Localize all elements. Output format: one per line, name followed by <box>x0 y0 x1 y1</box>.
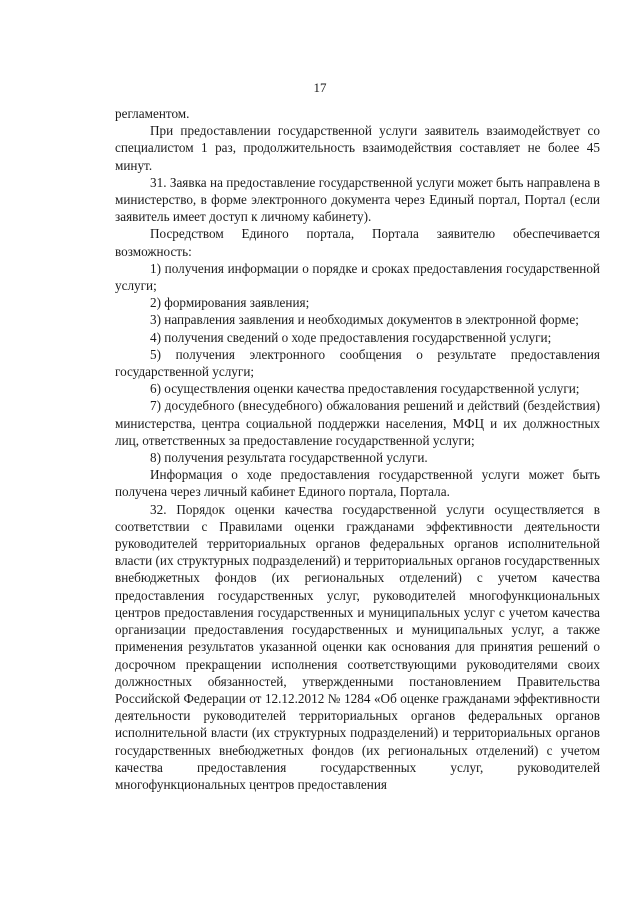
list-item: 6) осуществления оценки качества предоставления государственной услуги; <box>150 381 580 397</box>
list-item: 1) получения информации о порядке и сроках предоставления государственной услуги; <box>115 260 600 294</box>
paragraph: Информация о ходе предоставления государственной услуги может быть получена через личный кабинет Единого портала, Портала. <box>115 467 600 500</box>
paragraph: При предоставлении государственной услуги заявитель взаимодействует со специалистом 1 раз, продолжительность взаимодействия составляет не более 45 минут. <box>115 123 600 173</box>
paragraph: Посредством Единого портала, Портала заявителю обеспечивается возможность: <box>115 226 600 259</box>
page-number: 17 <box>313 80 327 95</box>
list-item: 2) формирования заявления; <box>150 295 310 311</box>
list-item: 3) направления заявления и необходимых документов в электронной форме; <box>150 312 579 328</box>
paragraph: 32. Порядок оценки качества государственной услуги осуществляется в соответствии с Правилами оценки гражданами эффективности деятельности руководителей территориальных органов федеральных органов исполнительной власти (их структурных подразделений) и территориальных органов государственных внебюджетных фондов (их региональных отделений) с учетом качества предоставления государственных услуг, руководителей многофункциональных центров предоставления государственных и муниципальных услуг с учетом качества организации предоставления государственных и муниципальных услуг, а также применения результатов указанной оценки как основания для принятия решений о досрочном прекращении исполнения соответствующими руководителями своих должностных обязанностей, утвержденными постановлением Правительства Российской Федерации от 12.12.2012 № 1284 «Об оценке гражданами эффективности деятельности руководителей территориальных органов федеральных органов исполнительной власти (их структурных подразделений) и территориальных органов государственных внебюджетных фондов (их региональных отделений) с учетом качества предоставления государственных услуг, руководителей многофункциональных центров предоставления <box>115 501 600 792</box>
paragraph: регламентом. <box>115 106 190 121</box>
list-item: 5) получения электронного сообщения о результате предоставления государственной услуги; <box>115 346 600 380</box>
paragraph: 31. Заявка на предоставление государственной услуги может быть направлена в министерство, в форме электронного документа через Единый портал, Портал (если заявитель имеет доступ к личному кабинету). <box>115 174 600 225</box>
list-item: 8) получения результата государственной услуги. <box>150 450 428 466</box>
list-item: 7) досудебного (внесудебного) обжалования решений и действий (бездействия) министерства, центра социальной поддержки населения, МФЦ и их должностных лиц, ответственных за предоставление государственной услуги; <box>115 398 600 448</box>
document-body <box>115 105 600 793</box>
list-item: 4) получения сведений о ходе предоставления государственной услуги; <box>150 329 552 345</box>
